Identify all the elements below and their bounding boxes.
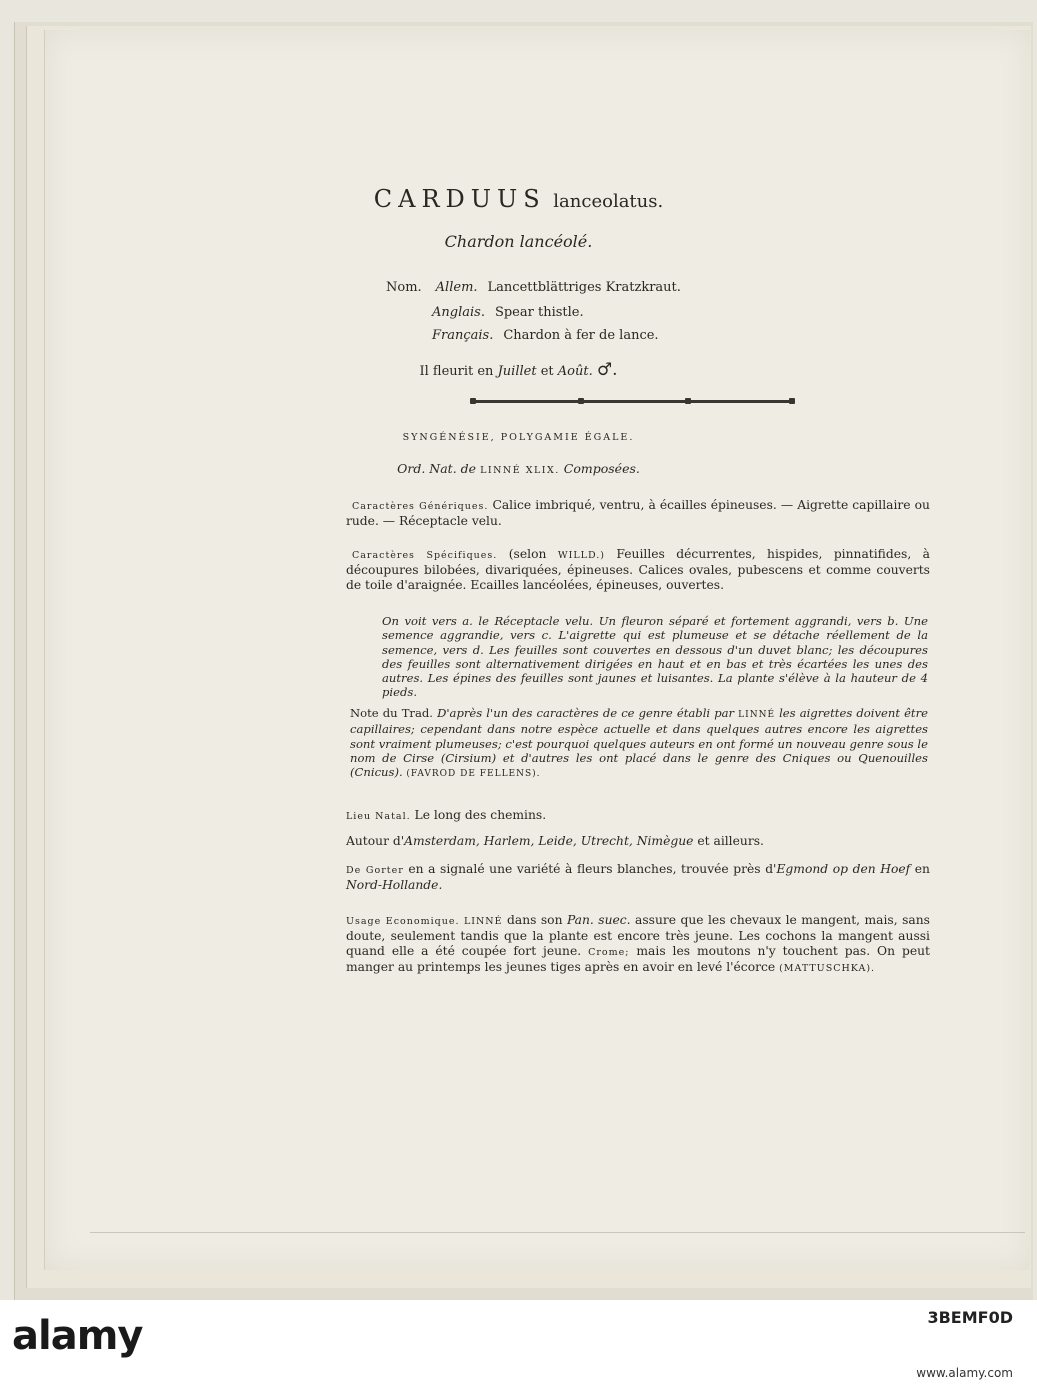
generic-characters — [346, 498, 930, 529]
usage-text-2: assure que les chevaux le mangent, mais, sans doute, seulement tandis que la plante est encore très jeune. Les cochons la mangent aussi quand elle a été coupée fort jeune. — [346, 913, 930, 958]
page-title — [0, 185, 1037, 213]
name-row-french — [432, 328, 659, 343]
note-cnicus: (Cnicus). — [350, 765, 403, 780]
usage-linne: LINNÉ — [463, 916, 503, 927]
watermark-logo: alamy — [12, 1313, 143, 1359]
ord-linne: LINNÉ XLIX. — [480, 465, 560, 476]
note-text-1: D'après l'un des caractères de ce genre établi par — [437, 706, 735, 720]
rule-dot — [789, 398, 795, 404]
flowering-month-1: Juillet — [497, 364, 537, 379]
specific-text: Feuilles décurrentes, hispides, pinnatifides, à découpures bilobées, divariquées, épineuses. Calices ovales, pubescens et comme couverts de toile d'araignée. Ecailles lancéolées, épineuses, ouvertes. — [346, 547, 930, 592]
translator-note — [350, 706, 928, 781]
image-id: 3BEMF0D — [927, 1308, 1013, 1327]
gorter-place: Egmond op den Hoef — [776, 862, 911, 876]
gorter-text-1: en a signalé une variété à fleurs blanches, trouvée près d' — [408, 862, 777, 876]
rule-dot — [578, 398, 584, 404]
ord-prefix: Ord. Nat. — [397, 461, 457, 476]
note-text-2: les aigrettes doivent être capillaires; cependant dans notre espèce actuelle et dans quelques autres encore les aigrettes sont vraiment plumeuses; c'est pourquoi quelques auteurs en ont formé un nouveau genre sous le nom de Cirse — [350, 706, 928, 765]
usage-text-1: dans son — [507, 913, 563, 927]
gorter-region: Nord-Hollande. — [346, 878, 443, 892]
name-row-english — [432, 305, 584, 320]
name-row-german — [386, 280, 681, 295]
name-lang: Français. — [432, 328, 494, 343]
generic-text: Calice imbriqué, ventru, à écailles épineuses. — Aigrette capillaire ou rude. — Réceptacle velu. — [346, 498, 930, 528]
gorter-name: De Gorter — [346, 865, 404, 876]
french-title: Chardon lancéolé. — [444, 232, 593, 251]
watermark-id — [927, 1310, 1013, 1327]
usage-text-3: mais les moutons n'y touchent pas. On peut manger au printemps les jeunes tiges après en avoir en levé l'écorce — [346, 944, 930, 974]
usage-pan-suec: Pan. suec. — [566, 913, 631, 927]
economic-usage — [346, 913, 930, 976]
habitat-label: Lieu Natal. — [346, 811, 411, 822]
watermark-url: www.alamy.com — [916, 1366, 1013, 1380]
specific-label: Caractères Spécifiques. — [352, 550, 498, 561]
flowering-month-2: Août. — [557, 364, 593, 379]
ornamental-rule — [470, 400, 795, 403]
perennial-symbol: ♂. — [596, 360, 618, 380]
name-value: Chardon à fer de lance. — [503, 328, 659, 343]
note-author: (FAVROD DE FELLENS). — [406, 769, 541, 780]
genus-name: CARDUUS — [373, 185, 546, 213]
natural-order-line — [0, 461, 1037, 476]
names-label: Nom. — [386, 280, 422, 295]
flowering-line — [0, 360, 1037, 380]
name-lang: Allem. — [435, 280, 478, 295]
name-value: Spear thistle. — [494, 305, 584, 320]
ord-family: Composées. — [563, 461, 640, 476]
usage-crome: Crome; — [588, 947, 630, 958]
towns-suffix: et ailleurs. — [697, 834, 764, 848]
habitat-text: Le long des chemins. — [414, 808, 547, 822]
flowering-and: et — [540, 364, 554, 379]
towns-list: Amsterdam, Harlem, Leide, Utrecht, Nimègue — [404, 834, 694, 848]
note-cirsium: (Cirsium) — [440, 750, 497, 765]
watermark-bar — [0, 1300, 1037, 1390]
note-label: Note du Trad. — [350, 706, 433, 720]
specific-willd: WILLD.) — [557, 550, 605, 561]
gorter-text-2: en — [914, 862, 930, 876]
ord-de: de — [460, 461, 477, 476]
page-bottom-edge — [90, 1232, 1025, 1237]
flowering-prefix: Il fleurit en — [419, 364, 494, 379]
towns-prefix: Autour d' — [346, 834, 405, 848]
specific-characters — [346, 547, 930, 593]
classification-line: SYNGÉNÉSIE, POLYGAMIE ÉGALE. — [402, 432, 635, 443]
habitat — [346, 808, 930, 824]
gorter-variety — [346, 862, 930, 893]
name-lang: Anglais. — [432, 305, 485, 320]
usage-mattuschka: (MATTUSCHKA). — [779, 963, 876, 974]
habitat-towns — [346, 834, 930, 849]
rule-dot — [470, 398, 476, 404]
generic-label: Caractères Génériques. — [352, 501, 489, 512]
name-value: Lancettblättriges Kratzkraut. — [487, 280, 681, 295]
specific-selon: (selon — [508, 547, 547, 561]
rule-dot — [685, 398, 691, 404]
usage-label: Usage Economique. — [346, 916, 460, 927]
species-name: lanceolatus. — [553, 191, 664, 212]
note-text-3: et d'autres les ont placé dans le genre des Cniques ou Quenouilles — [502, 750, 928, 765]
plate-description: On voit vers a. le Réceptacle velu. Un fleuron séparé et fortement aggrandi, vers b. Une semence aggrandie, vers c. L'aigrette qui est plumeuse et se détache réellement de la semence, vers d. Les feuilles sont couvertes en dessous d'un duvet blanc; les découpures des feuilles sont alternativement dirigées en haut et en bas et très écartées les unes des autres. Les épines des feuilles sont jaunes et luisantes. La plante s'élève à la hauteur de 4 pieds. — [382, 614, 928, 700]
note-linne: LINNÉ — [738, 710, 776, 720]
